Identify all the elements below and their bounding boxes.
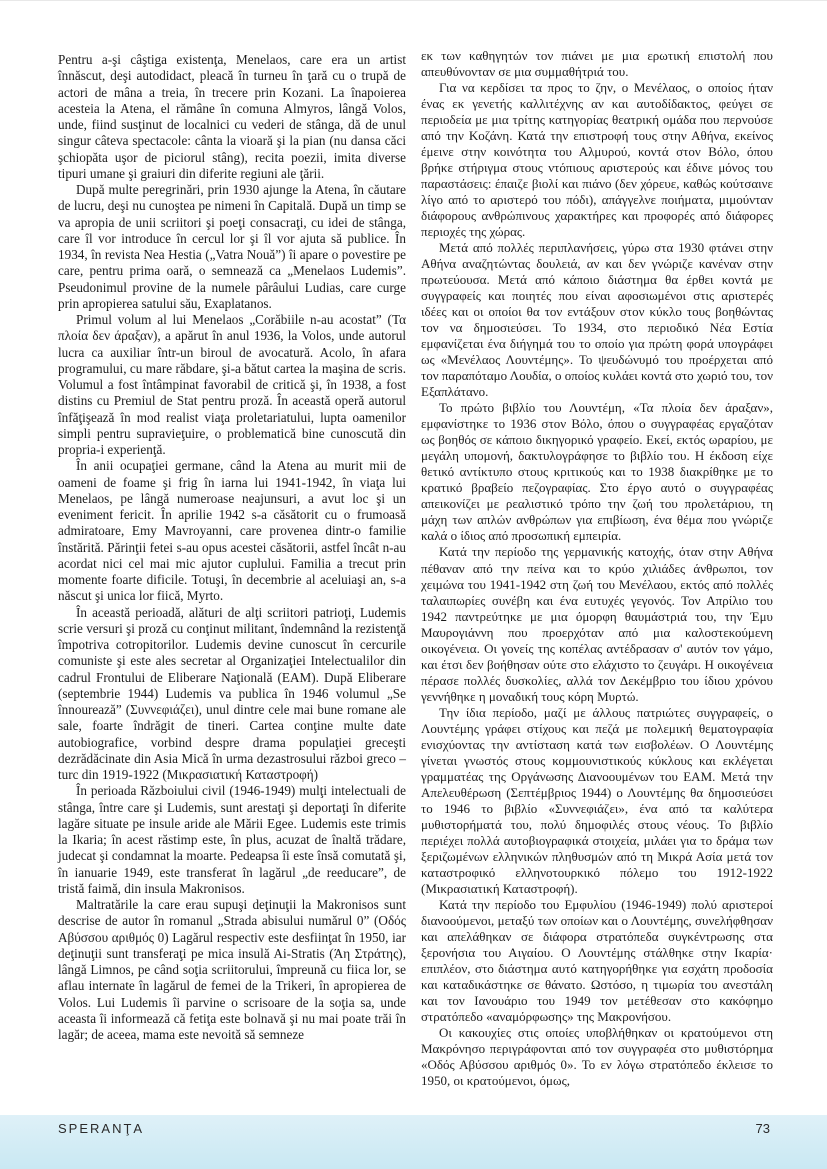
paragraph: Maltratările la care erau supuşi deţinuţii la Makronisos sunt descrise de autor în romanul „Strada abisului numărul 0” (Οδός Αβύσσου αριθμός 0) Lagărul respectiv este desfiinţat în 1950, iar deţinuţii sunt transferaţi pe mica insulă Ai-Stratis (Άη Στράτης), lângă Limnos, pe când soţia scriitorului, împreună cu fiica lor, se aflau internate în lagărul de femei de la Trikeri, în apropierea de Volos. Lui Ludemis îi parvine o scrisoare de la soţia sa, unde aceasta îi informează că fetiţa este bolnavă şi nu mai poate trăi în lagăr; de aceea, mama este nevoită să semneze [58, 897, 406, 1042]
paragraph: Οι κακουχίες στις οποίες υποβλήθηκαν οι κρατούμενοι στη Μακρόνησο περιγράφονται από τον συγγραφέα στο μυθιστόρημα «Οδός Αβύσσου αριθμός 0». Το εν λόγω στρατόπεδο έκλεισε το 1950, οι κρατούμενοι, όμως, [421, 1024, 773, 1088]
paragraph: Κατά την περίοδο της γερμανικής κατοχής, όταν στην Αθήνα πέθαναν από την πείνα και το κρύο χιλιάδες άνθρωποι, τον χειμώνα του 1941-1942 στη ζωή του Μενέλαου, εκτός από πολλές ταλαιπωρίες συνέβη και ένα ευτυχές γεγονός. Τον Απρίλιο του 1942 παντρεύτηκε με μια όμορφη θαυμάστριά του, την Έμυ Μαυρογιάννη που προερχόταν από μια καλοστεκούμενη οικογένεια. Οι γονείς της κοπέλας αντέδρασαν σ' αυτόν τον γάμο, και έτσι δεν βοήθησαν ούτε στο ελάχιστο το ζευγάρι. Η οικογένεια πέρασε πολλές δυσκολίες, αλλά τον Δεκέμβριο του ίδιου χρόνου γεννήθηκε η μοναδική τους κόρη Μυρτώ. [421, 544, 773, 704]
page-number: 73 [755, 1121, 770, 1136]
top-divider [0, 0, 827, 1]
left-column-romanian [58, 52, 406, 1043]
paragraph: Για να κερδίσει τα προς το ζην, ο Μενέλαος, ο οποίος ήταν ένας εκ γενετής καλλιτέχνης αν και αυτοδίδακτος, φεύγει σε περιοδεία με μια τρίτης κατηγορίας θεατρική ομάδα που περνούσε από την Κοζάνη. Κατά την επιστροφή τους στην Αθήνα, εκείνος έμεινε στην κοινότητα του Αλμυρού, κοντά στον Βόλο, όπου βρήκε στήριγμα στους ντόπιους αριστερούς και έδινε μόνος του παραστάσεις: έπαιζε βιολί και πιάνο (δεν χόρευε, καθώς κούτσαινε λίγο από το αριστερό του πόδι), απάγγελνε ποιήματα, μιμούνταν διάφορους ανθρώπινους χαρακτήρες και προφορές από διάφορες περιοχές της χώρας. [421, 80, 773, 240]
paragraph: Pentru a-şi câştiga existenţa, Menelaos, care era un artist înnăscut, deşi autodidact, pleacă în turneu în ţară cu o trupă de actori de mâna a treia, în trecere prin Kozani. La înapoierea acesteia la Atena, el rămâne în comuna Almyros, lângă Volos, unde, fiind susţinut de localnici cu vederi de stânga, dă de unul singur câteva spectacole: cânta la vioară şi la pian (nu dansa căci şchiopăta uşor de piciorul stâng), recita poezii, imita diverse tipuri umane şi graiuri din diferite regiuni ale ţării. [58, 52, 406, 181]
paragraph: Κατά την περίοδο του Εμφυλίου (1946-1949) πολύ αριστεροί διανοούμενοι, μεταξύ των οποίων και ο Λουντέμης, συνελήφθησαν και απελάθηκαν σε διάφορα στρατόπεδα συγκέντρωσης στα ξερονήσια του Αιγαίου. Ο Λουντέμης στάλθηκε στην Ικαρία· επιπλέον, στο διάστημα αυτό κατηγορήθηκε για εσχάτη προδοσία και καταδικάστηκε σε θάνατο. Ωστόσο, η τιμωρία του ανεστάλη και τον Ιανουάριο του 1949 τον μετέθεσαν στο κακόφημο στρατόπεδο «αναμόρφωσης» της Μακρονήσου. [421, 896, 773, 1024]
paragraph: Το πρώτο βιβλίο του Λουντέμη, «Τα πλοία δεν άραξαν», εμφανίστηκε το 1936 στον Βόλο, όπου ο συγγραφέας εργαζόταν ως βοηθός σε κάποιο δικηγορικό γραφείο. Εκεί, εκτός ωραρίου, με μεγάλη υπομονή, δακτυλογράφησε το βιβλίο του. Η έκδοση είχε θετικό αντίκτυπο στους κριτικούς και το 1938 διακρίθηκε με το κρατικό βραβείο πεζογραφίας. Στο έργο αυτό ο συγγραφέας απεικονίζει με ρεαλιστικό τρόπο την ζωή του προλετάριου, τη μάχη των απλών ανθρώπων για επιβίωση, ένα θέμα που γνώριζε καλά ο ίδιος από προσωπική εμπειρία. [421, 400, 773, 544]
paragraph: După multe peregrinări, prin 1930 ajunge la Atena, în căutare de lucru, deşi nu cunoştea pe nimeni în Capitală. După un timp se va apropia de unii scriitori şi poeţi consacraţi, cu idei de stânga, care îl vor introduce în cercul lor şi îl vor ajuta să publice. În 1934, în revista Nea Hestia („Vatra Nouă”) îi apare o povestire pe care, pentru prima oară, o semnează ca „Menelaos Ludemis”. Pseudonimul provine de la numele pârâului Ludias, care curge prin apropierea satului său, Exaplatanos. [58, 182, 406, 311]
right-column-greek [421, 48, 773, 1089]
paragraph: În anii ocupaţiei germane, când la Atena au murit mii de oameni de foame şi frig în iarna lui 1941-1942, în viaţa lui Menelaos, pe lângă numeroase neajunsuri, a avut loc şi un eveniment fericit. În aprilie 1942 s-a căsătorit cu o frumoasă admiratoare, Emy Mavroyanni, care provenea dintr-o familie înstărită. Părinţii fetei s-au opus acestei căsătorii, astfel încât n-au acordat nici cel mai mic ajutor cuplului. Familia a trecut prin momente foarte dificile. Totuşi, în decembrie al aceluiaşi an, s-a născut şi unica lor fiică, Myrto. [58, 458, 406, 604]
paragraph: Μετά από πολλές περιπλανήσεις, γύρω στα 1930 φτάνει στην Αθήνα αναζητώντας δουλειά, αν και δεν γνώριζε κανέναν στην πρωτεύουσα. Μετά από κάποιο διάστημα θα έρθει κοντά με συγγραφείς και ποιητές που είναι αφοσιωμένοι στις αριστερές ιδέες και οι οποίοι θα τον εντάξουν στον κύκλο τους βοηθώντας τον να δημοσιεύσει. Το 1934, στο περιοδικό Νέα Εστία εμφανίζεται ένα διήγημά του το οποίο για πρώτη φορά υπογράφει ως «Μενέλαος Λουντέμης». Το ψευδώνυμό του προέρχεται από τον παραπόταμο Λουδία, ο οποίος κυλάει κοντά στο χωριό του, τον Εξαπλάτανο. [421, 240, 773, 400]
magazine-title: SPERANŢA [58, 1121, 145, 1136]
paragraph: Primul volum al lui Menelaos „Corăbiile n-au acostat” (Τα πλοία δεν άραξαν), a apărut în anul 1936, la Volos, unde autorul lucra ca auxiliar într-un biroul de avocatură. Acolo, în afara programului, cu mare răbdare, şi-a bătut cartea la maşina de scris. Volumul a fost întâmpinat favorabil de critică şi, în 1938, a fost distins cu Premiul de Stat pentru proză. În această operă autorul înfăţişează în mod realist viaţa proletariatului, lupta oamenilor simpli pentru supravieţuire, o problematică bine cunoscută din propria-i experienţă. [58, 312, 406, 457]
paragraph: Την ίδια περίοδο, μαζί με άλλους πατριώτες συγγραφείς, ο Λουντέμης γράφει στίχους και πεζά με πολεμική θεματογραφία ενισχύοντας την αντίσταση κατά των εισβολέων. Ο Λουντέμης γίνεται γνωστός στους κομμουνιστικούς κύκλους και εκλέγεται γραμματέας της Οργάνωσης Διανοουμένων του ΕΑΜ. Μετά την Απελευθέρωση (Σεπτέμβριος 1944) ο Λουντέμης θα δημοσιεύσει το 1946 το βιβλίο «Συννεφιάζει», ένα από τα καλύτερα μυθιστορήματά του, πολύ δημοφιλές στους νέους. Το βιβλίο περιέχει πολλά αυτοβιογραφικά στοιχεία, μιλάει για το δράμα των ξεριζωμένων ελληνικών πληθυσμών από τη Μικρά Ασία μετά τον καταστροφικό ελληνοτουρκικό πόλεμο του 1912-1922 (Μικρασιατική Καταστροφή). [421, 704, 773, 896]
paragraph: În această perioadă, alături de alţi scriitori patrioţi, Ludemis scrie versuri şi proză cu conţinut militant, îndemnând la rezistenţă împotriva cotropitorilor. Ludemis devine cunoscut în cercurile comuniste şi este ales secretar al Organizaţiei Intelectualilor din cadrul Frontului de Eliberare Naţională (EAM). După Eliberare (septembrie 1944) Ludemis va publica în 1946 volumul „Se înnourează” (Συννεφιάζει), unul dintre cele mai bune romane ale sale, foarte îndrăgit de tineri. Cartea conţine multe date autobiografice, vorbind despre drama populaţiei greceşti dezrădăcinate din Asia Mică în urma dezastrosului război greco –turc din 1919-1922 (Μικρασιατική Καταστροφή) [58, 604, 406, 782]
paragraph: εκ των καθηγητών τον πιάνει με μια ερωτική επιστολή που απευθύνονταν σε μια συμμαθήτριά του. [421, 48, 773, 80]
paragraph: În perioada Războiului civil (1946-1949) mulţi intelectuali de stânga, între care şi Ludemis, sunt arestaţi şi deportaţi în diferite lagăre situate pe insule aride ale Mării Egee. Ludemis este trimis la Ikaria; în acest răstimp este, în plus, acuzat de înaltă trădare, judecat şi condamnat la moarte. Pedeapsa îi este însă comutată şi, în ianuarie 1949, este transferat în lagărul „de reeducare”, de tristă faimă, din insula Makronisos. [58, 783, 406, 896]
